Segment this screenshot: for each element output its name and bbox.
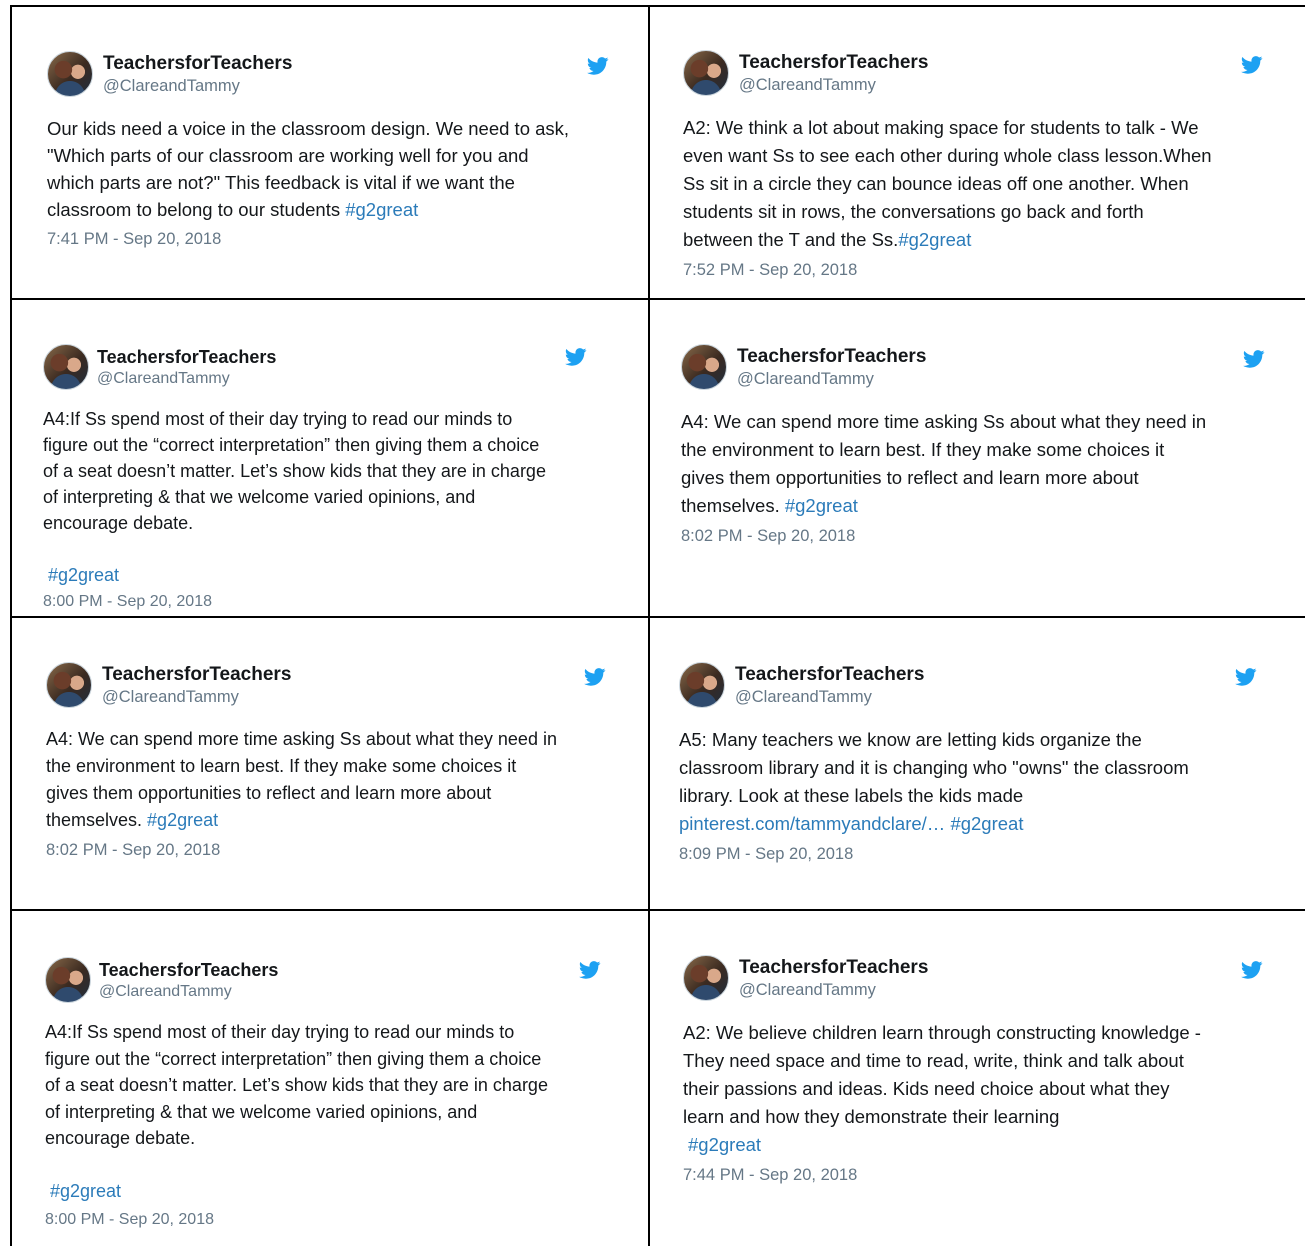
timestamp[interactable]: 7:41 PM - Sep 20, 2018 [47, 230, 222, 248]
tweet-text: A4: We can spend more time asking Ss about what they need in the environment to learn best. If they make some choices it gives them opportunities to reflect and learn more about themselves. #g2great [681, 411, 1207, 516]
user-names [102, 664, 291, 708]
tweet [683, 955, 1273, 1185]
display-name[interactable]: TeachersforTeachers [103, 53, 293, 74]
tweet [47, 51, 617, 249]
timestamp[interactable]: 8:02 PM - Sep 20, 2018 [681, 527, 856, 545]
twitter-bird-icon[interactable] [587, 57, 609, 75]
tweet [45, 957, 620, 1230]
user-handle[interactable]: @ClareandTammy [97, 370, 230, 387]
tweet-card [650, 618, 1307, 909]
hashtag-link[interactable]: #g2great [898, 229, 972, 250]
tweet-header [683, 955, 1273, 1005]
user-names [99, 959, 278, 1003]
tweet-header [683, 50, 1273, 100]
pinterest-link[interactable]: pinterest.com/tammyandclare/… [679, 813, 946, 834]
hashtag-link[interactable]: #g2great [784, 495, 858, 516]
twitter-bird-icon[interactable] [565, 348, 587, 366]
tweet-header [679, 662, 1269, 712]
display-name[interactable]: TeachersforTeachers [97, 347, 277, 367]
user-handle[interactable]: @ClareandTammy [102, 688, 239, 706]
tweet-grid [10, 5, 1305, 1246]
tweet-header [681, 344, 1271, 394]
display-name[interactable]: TeachersforTeachers [739, 957, 929, 978]
hashtag-link[interactable]: #g2great [950, 813, 1024, 834]
display-name[interactable]: TeachersforTeachers [102, 664, 292, 685]
timestamp[interactable]: 8:09 PM - Sep 20, 2018 [679, 845, 854, 863]
display-name[interactable]: TeachersforTeachers [739, 52, 929, 73]
user-handle[interactable]: @ClareandTammy [99, 983, 232, 1000]
timestamp[interactable]: 7:44 PM - Sep 20, 2018 [683, 1166, 858, 1184]
user-names [103, 53, 292, 97]
twitter-bird-icon[interactable] [1243, 350, 1265, 368]
twitter-bird-icon[interactable] [1241, 56, 1263, 74]
twitter-bird-icon[interactable] [584, 668, 606, 686]
tweet-card [12, 300, 648, 616]
avatar[interactable] [683, 50, 729, 96]
tweet-text: Our kids need a voice in the classroom design. We need to ask, "Which parts of our classroom are working well for you and which parts are not?" This feedback is vital if we want the classroom to belong to our students #g2great [47, 118, 570, 220]
twitter-bird-icon[interactable] [1241, 961, 1263, 979]
tweet [681, 344, 1271, 546]
hashtag-link[interactable]: #g2great [147, 810, 219, 830]
display-name[interactable]: TeachersforTeachers [735, 664, 925, 685]
twitter-bird-icon[interactable] [579, 961, 601, 979]
tweet-card [650, 7, 1307, 298]
tweet-text: A4:If Ss spend most of their day trying to read our minds to figure out the “correct interpretation” then giving them a choice of a seat doesn’t matter. Let’s show kids that they are in charge of interpreting & that we welcome varied opinions, and encourage debate. #g2great [43, 409, 546, 585]
avatar[interactable] [681, 344, 727, 390]
tweet [46, 662, 616, 860]
tweet-text: A4:If Ss spend most of their day trying to read our minds to figure out the “correct interpretation” then giving them a choice of a seat doesn’t matter. Let’s show kids that they are in charge of interpreting & that we welcome varied opinions, and encourage debate. #g2great [45, 1022, 548, 1201]
avatar[interactable] [46, 662, 92, 708]
tweet [683, 50, 1273, 280]
avatar[interactable] [683, 955, 729, 1001]
tweet-text: A2: We believe children learn through constructing knowledge - They need space and time to read, write, think and talk about their passions and ideas. Kids need choice about what they learn and how they demonstrate their learning #g2great [683, 1022, 1201, 1155]
display-name[interactable]: TeachersforTeachers [737, 346, 927, 367]
user-names [739, 52, 928, 96]
timestamp[interactable]: 8:02 PM - Sep 20, 2018 [46, 841, 221, 859]
tweet-header [46, 662, 616, 712]
avatar[interactable] [43, 344, 89, 390]
tweet-card [12, 7, 648, 298]
hashtag-link[interactable]: #g2great [50, 1180, 122, 1201]
timestamp[interactable]: 8:00 PM - Sep 20, 2018 [43, 593, 212, 610]
tweet [679, 662, 1269, 864]
tweet-header [45, 957, 620, 1007]
tweet-text: A5: Many teachers we know are letting kids organize the classroom library and it is changing who "owns" the classroom library. Look at these labels the kids made pinterest.com/tammyandclare/… #g2great [679, 729, 1189, 834]
tweet-card [650, 911, 1307, 1248]
user-handle[interactable]: @ClareandTammy [737, 370, 874, 388]
user-handle[interactable]: @ClareandTammy [739, 981, 876, 999]
avatar[interactable] [679, 662, 725, 708]
tweet-card [12, 911, 648, 1248]
tweet [43, 344, 603, 612]
user-names [735, 664, 924, 708]
timestamp[interactable]: 8:00 PM - Sep 20, 2018 [45, 1211, 214, 1228]
display-name[interactable]: TeachersforTeachers [99, 960, 279, 980]
tweet-text: A2: We think a lot about making space for students to talk - We even want Ss to see each other during whole class lesson.When Ss sit in a circle they can bounce ideas off one another. When students sit in rows, the conversations go back and forth between the T and the Ss.#g2great [683, 117, 1212, 250]
timestamp[interactable]: 7:52 PM - Sep 20, 2018 [683, 261, 858, 279]
tweet-header [43, 344, 603, 394]
hashtag-link[interactable]: #g2great [345, 199, 419, 220]
user-names [739, 957, 928, 1001]
tweet-card [650, 300, 1307, 616]
user-names [97, 346, 276, 390]
hashtag-link[interactable]: #g2great [688, 1134, 762, 1155]
tweet-text: A4: We can spend more time asking Ss about what they need in the environment to learn best. If they make some choices it gives them opportunities to reflect and learn more about themselves. #g2great [46, 729, 557, 830]
user-handle[interactable]: @ClareandTammy [739, 76, 876, 94]
avatar[interactable] [45, 957, 91, 1003]
twitter-bird-icon[interactable] [1235, 668, 1257, 686]
avatar[interactable] [47, 51, 93, 97]
user-names [737, 346, 926, 390]
hashtag-link[interactable]: #g2great [48, 565, 120, 585]
tweet-card [12, 618, 648, 909]
tweet-header [47, 51, 617, 101]
user-handle[interactable]: @ClareandTammy [103, 77, 240, 95]
user-handle[interactable]: @ClareandTammy [735, 688, 872, 706]
